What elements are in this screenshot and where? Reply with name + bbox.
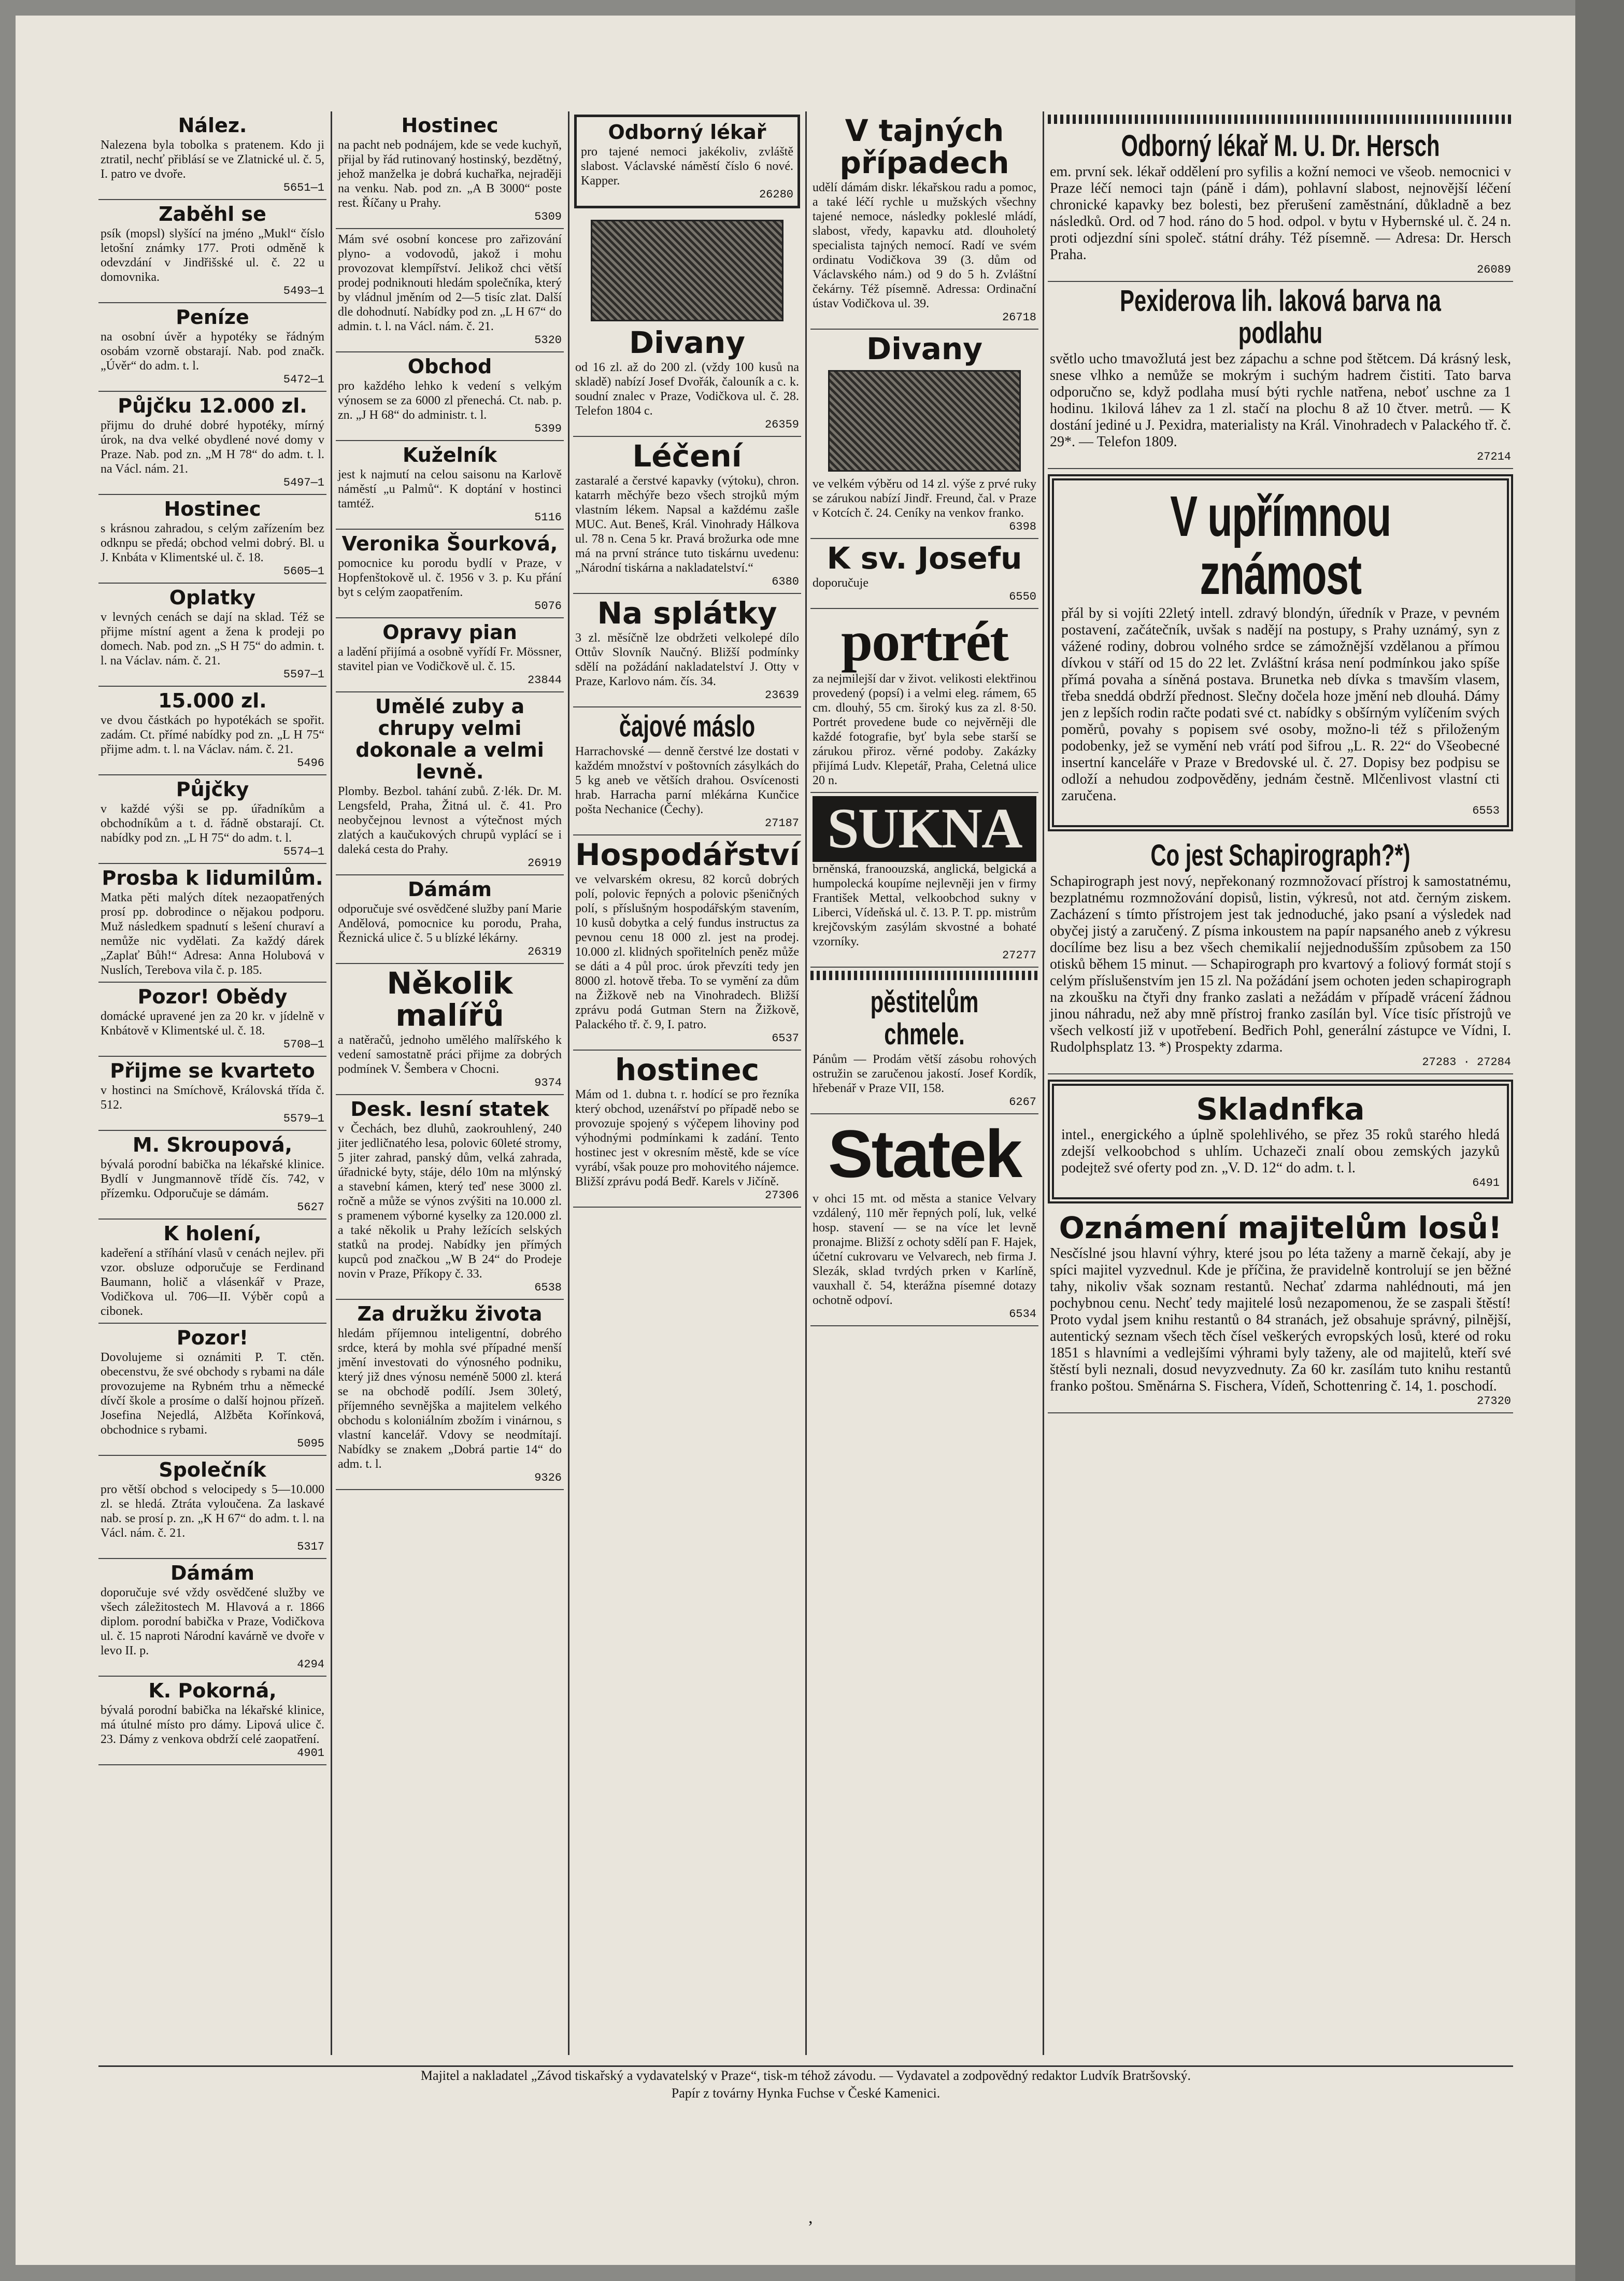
ad-body: pomocnice ku porodu bydlí v Praze, v Hopfenštokově ul. č. 1956 v 3. p. Ku přání byt s celým zaopatřením. [338, 557, 562, 599]
ad-number: 5579—1 [283, 1112, 324, 1125]
ad-heading: Přijme se kvarteto [110, 1059, 315, 1082]
ad-inn-lease [336, 111, 564, 229]
imprint-publisher: Majitel a nakladatel „Závod tiskařský a vydavatelský v Praze“, tisk‑m téhož závodu. — Vydavatel a zodpovědný redaktor Ludvík Bratršovský. [420, 2068, 1191, 2083]
ad-number: 6267 [1009, 1096, 1036, 1109]
ad-doctor-hersch [1048, 127, 1513, 282]
ad-fish [98, 1324, 326, 1456]
ad-forest-estate [336, 1095, 564, 1300]
ad-ladies-hlavova [98, 1559, 326, 1677]
ad-number: 5496 [297, 757, 324, 770]
ad-midwife-skroupova [98, 1131, 326, 1220]
ad-body: odporučuje své osvědčené služby paní Marie Andělová, pomocnice ku porodu, Praha, Řeznická ulice č. 5 u blízké lékárny. [338, 902, 562, 945]
ad-painters [336, 964, 564, 1095]
ad-found [98, 111, 326, 200]
ad-heading: Odborný lékař [608, 121, 766, 144]
ad-body: Schapirograph jest nový, nepřekonaný rozmnožovací přístroj k samostatnému, bezplatnému rozmnožování dopisů, listin, výkresů, not atd. černým ziskem. Zacházení s tímto přístrojem jest tak jednoduché, jako psaní a výsledek nad obyčej jistý a zaručený. Z písma inkoustem na papír napsaného aneb z výkresu docílíme bez lisu a bez všech chemikalií nejjednodušším způsobem za 150 otisků během 15 minut. — Schapirograph pro kvartový a foliový formát stojí s celým příslušenstvím jen 15 zl. Na požádání jsem ochoten jeden schapirograph na zkoušku na čtyři dny franko zaslati a nežádám v případě vrácení žádnou jinou náhradu, než aby mně přístroj franko zasílán byl. Více tisíc přístrojů ve všech velkostí již v upotřebení. Bedřich Pohl, generální zástupce ve Vídni, I. Rudolphsplatz 13. *) Prospekty zdarma. [1050, 873, 1511, 1055]
ad-schapirograph [1048, 837, 1513, 1074]
ad-body: kadeření a stříhání vlasů v cenách nejlev. při vzor. obsluze odporučuje se Ferdinand Baumann, holič a vlásenkář v Praze, Vodičkova ul. 706—II. Výběr copů a cibonek. [101, 1246, 324, 1318]
column-4 [810, 111, 1038, 2055]
scan-edge [1575, 0, 1624, 2281]
ad-number: 5116 [534, 511, 562, 524]
ad-body: a natěračů, jednoho umělého malířského k vedení samostatně práci přijme za dobrých podmínek V. Šembera v Chocni. [338, 1033, 562, 1076]
ad-loan [98, 392, 326, 495]
ad-heading: Umělé zuby a chrupy velmi dokonale a velmi levně. [355, 695, 544, 783]
ad-body: od 16 zl. až do 200 zl. (vždy 100 kusů na skladě) nabízí Josef Dvořák, čalouník a c. k. soudní znalec v Praze, Vodičkova ul. č. 28. Telefon 1804 c. [575, 361, 799, 418]
ad-number: 5497—1 [283, 476, 324, 489]
ad-heading: SUKNA [827, 797, 1022, 860]
ad-body: brněnská, franoouzská, anglická, belgická a humpolecká koupíme nejlevněji jen v firmy František Mettal, velkoobchod sukny v Liberci, Vídeňská ul. č. 13. P. T. pp. mistrům krejčovským zasýlám skvostné a bohaté vzorníky. [813, 862, 1036, 948]
ad-number: 23639 [764, 689, 799, 702]
ad-body: Dovolujeme si oznámiti P. T. ctěn. obecenstvu, že své obchody s rybami na dále provozujeme na Rybném trhu a německé dívčí škole a prosíme o další hojnou přízeň. Josefina Nejedlá, Alžběta Kořínková, obchodnice s rybami. [101, 1351, 324, 1437]
ad-acquaintance [1048, 474, 1513, 831]
ad-15000 [98, 687, 326, 775]
ad-cloth [810, 793, 1038, 968]
column-rule [331, 111, 332, 2055]
ad-heading: Dámám [407, 878, 492, 901]
ad-st-joseph [810, 539, 1038, 609]
ad-heading: čajové máslo [619, 710, 756, 743]
ad-number: 9326 [534, 1471, 562, 1484]
ad-warehouse-clerk [1048, 1080, 1513, 1203]
ad-number: 6537 [772, 1032, 799, 1045]
sofa-illustration [591, 220, 783, 321]
ad-heading: Prosba k lidumilům. [102, 867, 323, 889]
ad-body: světlo ucho tmavožlutá jest bez zápachu a schne pod štětcem. Dá krásný lesk, snese vlhko a nemůže se mokrým i suchým hadrem čistiti. Tato barva odporučno se, když podlaha musí býti rychle natřena, neboť uschne za 1 hodinu. 1kilová láhev za 1 zl. stačí na plochu 8 až 10 čtver. metrů. — K dostání jediné u J. Pexidra, materialisty na Král. Vinohradech v Palackého tř. č. 29*. — Telefon 1809. [1050, 351, 1511, 450]
ad-heading: Nález. [178, 114, 247, 137]
ad-number: 27214 [1476, 450, 1511, 463]
ad-heading: Obchod [407, 355, 492, 378]
ad-hop-growers [810, 983, 1038, 1114]
ad-number: 9374 [534, 1076, 562, 1089]
ad-heading: Divany [866, 331, 983, 366]
ad-heading: Desk. lesní statek [350, 1098, 549, 1121]
ad-farm [573, 835, 801, 1051]
imprint-footer [98, 2065, 1513, 2114]
ad-number: 4294 [297, 1658, 324, 1671]
ad-partner-plumbing [336, 229, 564, 352]
ad-number: 26359 [764, 418, 799, 431]
ad-heading: Kuželník [402, 444, 497, 466]
ad-body: pro tajené nemoci jakékoliv, zvláště slabost. Václavské náměstí číslo 6 nové. Kapper. [581, 145, 793, 188]
ad-body: pro větší obchod s velocipedy s 5—10.000 zl. se hledá. Ztráta vyloučena. Za laskavé nab. se prosí p. zn. „K H 67“ do adm. t. l. na Václ. nám. č. 21. [101, 1483, 324, 1540]
ad-heading: hostinec [615, 1052, 760, 1087]
ad-tea-butter [573, 707, 801, 835]
ad-heading: Hostinec [164, 498, 261, 520]
ad-heading: Půjčky [176, 778, 249, 801]
ad-heading: 15.000 zl. [158, 689, 267, 712]
ad-pokorna [98, 1677, 326, 1765]
column-rule [1043, 111, 1044, 2055]
ad-business [336, 352, 564, 441]
ad-heading: K. Pokorná, [148, 1679, 277, 1702]
ad-body: pro každého lehko k vedení s velkým výnosem se za 6000 zl přenechá. Ct. nab. p. zn. „J H 68“ do administr. t. l. [338, 379, 562, 422]
ad-heading: Dámám [170, 1562, 255, 1584]
ad-body: za nejmilejší dar v život. velikosti elektřinou provedený (popsí) i a velmi eleg. rámem, 65 cm. dlouhý, 55 cm. široký kus za zl. 8·50. Portrét provedene bude co nejvěrněji dle každé fotografie, byť byla sebe starší se zárukou přiroz. věrné podoby. Zakázky přijímá Ludv. Klepetář, Praha, Celetná ulice 20 n. [813, 672, 1036, 787]
ad-body: em. první sek. lékař oddělení pro syfilis a kožní nemoci ve všeob. nemocnici v Praze léčí nemoci tajn (páně i dám), pohlavní slabost, nejnovější léčení chronické kapavky bez bolesti, bez přerušení zaměstnání, důkladně a bez následků. Ord. od 7 hod. ráno do 5 hod. odpol. v bytu v Hybernské ul. č. 24 n. proti odjezdní síni společ. státní dráhy. Též písemně. — Adresa: Dr. Hersch Praha. [1050, 164, 1511, 263]
ad-body: ve velvarském okresu, 82 korců dobrých polí, polovic řepných a polovic pšeničných polí, s příslušným hospodářským stavením, 10 kusů dobytka a celý fundus instructus za pevnou cenu 18 000 zl. jest na prodej. 10.000 zl. klidných spořitelních peněz může se dáti a 4 půl proc. úrok převzíti tedy jen 8000 zl. hotově třeba. To se vymění za dům na Žižkově neb na Vinohradech. Bližší zprávu podá Gutman Stern na Žižkově, Palackého tř. č. 9, I. patro. [575, 873, 799, 1031]
ornamental-divider [1048, 115, 1513, 124]
column-1 [98, 111, 326, 2055]
ad-loans [98, 775, 326, 864]
ad-body: 3 zl. měsíčně lze obdržeti velkolepé dílo Ottův Slovník Naučný. Bližší podmínky sdělí na požádání nakladatelství J. Otty v Praze, Karlovo nám. čís. 34. [575, 631, 799, 688]
column-2 [336, 111, 564, 2055]
ad-number: 5309 [534, 210, 562, 223]
ad-body: Nesčíslné jsou hlavní výhry, které jsou po léta taženy a marně čekají, aby je spíci majitel vyzvednul. Kde je příčina, že pravidelně kontrolují se jen běžné tahy, nikoliv však soznam restantů. Nechať zdarma nahlédnouti, má jen pochybnou cenu. Nechť tedy majitelé losů nezapomenou, že se zaspali štěstí! Proto vydal jsem knihu restantů o 84 stranách, jež obsahuje správný, pilnější, autentický seznam všech těch čísel veškerých evropských losů, které od roku 1851 s hlavními a vedlejšími výhrami byly taženy, ale od majitelů, kteří své štěstí byli neznali, dosud nevyzvednuty. Za 60 kr. zasílám tuto knihu restantů franko poštou. Směnárna S. Fischera, Vídeň, Schottenring č. 14, 1. poschodí. [1050, 1245, 1511, 1394]
ad-body: s krásnou zahradou, s celým zařízením bez odknpu se předá; obchod velmi dobrý. Bl. u J. Knbáta v Klimentské ul. č. 18. [101, 522, 324, 564]
ad-sofas-freund [810, 330, 1038, 539]
ad-body: přijmu do druhé dobré hypotéky, mírný úrok, na dva velké obydlené nové domy v Praze. Nab. pod zn. „M H 78“ do adm. t. l. na Václ. nám. 21. [101, 419, 324, 476]
ad-dentures [336, 692, 564, 875]
ad-number: 6550 [1009, 590, 1036, 603]
ad-body: Mám od 1. dubna t. r. hodící se pro řezníka který obchod, uzenářství po případě nebo se provozuje spojený s výčepem lihoviny pod výhodnými podmínkami k zadání. Tento hostinec jest v okresním městě, kde se více vyrábí, však pouze pro mohovitého nájemce. Bližší zprávu podá Bedř. Karels v Jičíně. [575, 1088, 799, 1188]
ad-heading: Několik malířů [387, 966, 513, 1033]
ad-body: na osobní úvěr a hypotéky se řádným osobám vzorně obstarají. Nab. pod značk. „Úvěr“ do adm. t. l. [101, 330, 324, 373]
ad-number: 4901 [297, 1747, 324, 1760]
ad-heading: Statek [828, 1116, 1021, 1192]
ad-heading: Divany [629, 325, 746, 360]
ad-heading: Pexiderova lih. laková barva na podlahu [1120, 284, 1441, 350]
ad-body: na pacht neb podnájem, kde se vede kuchyň, přijal by řád rutinovaný hostinský, bezdětný, jehož manželka je dobrá kuchařka, nejraději na venku. Nab. pod zn. „A B 3000“ poste rest. Říčany u Prahy. [338, 138, 562, 210]
ad-lunches [98, 983, 326, 1057]
ad-heading: Pozor! Obědy [137, 985, 288, 1008]
ad-number: 27277 [1002, 949, 1036, 962]
ad-heading: V upřímnou známost [1170, 485, 1391, 606]
ad-number: 6380 [772, 575, 799, 588]
ad-heading: V tajných případech [839, 113, 1009, 180]
ad-money [98, 303, 326, 392]
advertisement-columns [98, 111, 1513, 2055]
ad-heading: K sv. Josefu [827, 541, 1022, 576]
ad-body: ve dvou částkách po hypotékách se spořit. zadám. Ct. přímé nabídky pod zn. „L H 75“ přijme adm. t. l. na Václav. nám. č. 21. [101, 714, 324, 756]
ad-body: Plomby. Bezbol. tahání zubů. Z·lék. Dr. M. Lengsfeld, Praha, Žitná ul. č. 41. Pro neobyčejnou levnost a výtečnost mých zlatých a kaučukových chrupů vyplácí se i daleká cesta do Prahy. [338, 785, 562, 856]
ad-pexider-paint [1048, 282, 1513, 469]
ad-sofas-dvorak [573, 211, 801, 437]
ad-number: 6534 [1009, 1308, 1036, 1321]
ad-number: 5317 [297, 1540, 324, 1553]
ad-number: 5597—1 [283, 668, 324, 681]
ad-heading: portrét [841, 610, 1008, 673]
ad-heading: K holení, [163, 1222, 262, 1245]
ad-heading: Oplatky [169, 586, 256, 609]
ad-heading: Za družku života [357, 1302, 543, 1325]
ad-lost-dog [98, 200, 326, 303]
ad-number: 5574—1 [283, 845, 324, 858]
ad-number: 6491 [1472, 1177, 1500, 1189]
ad-number: 27187 [764, 817, 799, 830]
ad-body: jest k najmutí na celou saisonu na Karlově náměstí „u Palmů“. K doptání v hostinci tamtéž. [338, 468, 562, 511]
ad-number: 6398 [1009, 520, 1036, 533]
ad-body: Mám své osobní koncese pro zařizování plyno- a vodovodů, jakož i mohu provozovat klempířství. Jelikož chci větší prodej podniknouti hledám společníka, který by vládnul jměním od 2—5 tisíc zlat. Další dle dohodnutí. Nabídky pod zn. „L H 67“ do admin. t. l. na Václ. nám. č. 21. [338, 233, 562, 333]
imprint-paper: Papír z továrny Hynka Fuchse v České Kamenici. [671, 2086, 941, 2101]
ad-barber [98, 1220, 326, 1324]
ad-heading: Hostinec [401, 114, 498, 137]
ad-body: intel., energického a úplně spolehlivého, se přez 35 roků starého hledá zdejší velkoobchod s uhlím. Uchazeči znalí obou zemských jazyků podejtež své oferty pod zn. „V. D. 12“ do adm. t. l. [1061, 1127, 1500, 1176]
ad-heading: M. Skroupová, [132, 1134, 293, 1156]
ad-sourkova [336, 530, 564, 618]
ad-number: 5472—1 [283, 373, 324, 386]
ad-body: v ohci 15 mt. od města a stanice Velvary vzdálený, 110 měr řepných polí, luk, velké hosp. stavení — se na více let levně pronajme. Bližší z ochoty sdělí pan F. Hajek, účetní cukrovaru ve Velvarech, neb firma J. Slezák, sklad tvrdých prken v Karlíně, vauxhall č. 54, kterážna písemné dotazy ochotně odpoví. [813, 1192, 1036, 1307]
page-mark: , [808, 2208, 813, 2227]
ad-number: 5095 [297, 1437, 324, 1450]
ad-heading: Společník [159, 1458, 266, 1481]
column-3 [573, 111, 801, 2055]
ad-number: 5320 [534, 334, 562, 347]
cloth-banner [813, 796, 1036, 862]
column-5 [1048, 111, 1513, 2055]
ad-body: doporučuje své vždy osvědčené služby ve všech záležitostech M. Hlavová a r. 1866 diplom. porodní babička v Praze, Vodičkova ul. č. 15 naproti Národní kavárně ve dvoře v levo II. p. [101, 1586, 324, 1657]
ad-plea [98, 864, 326, 983]
ad-heading: Odborný lékař M. U. Dr. Hersch [1121, 129, 1440, 163]
ad-portrait [810, 609, 1038, 793]
ad-body: zastaralé a čerstvé kapavky (výtoku), chron. katarrh měchýře bezo všech strojků mým vlastním lékem. Napsal a každému zašle MUC. Aut. Beneš, Král. Vinohrady Hálkova ul. 78 n. Cena 5 kr. Pravá brožurka ode mne má na první stránce tuto tiskárnu uvedenu: „Národní tiskárna a nakladatelství.“ [575, 474, 799, 575]
ad-heading: Léčení [632, 438, 742, 474]
ad-number: 5605—1 [283, 565, 324, 578]
ad-body: doporučuje [813, 576, 868, 590]
ad-number: 26919 [527, 857, 562, 870]
ad-partner-bicycles [98, 1456, 326, 1559]
ad-bowling [336, 441, 564, 530]
ad-lottery-notice [1048, 1209, 1513, 1413]
ad-body: bývalá porodní babička na lékařské klinice. Bydlí v Jungmannově třídě čís. 742, v přízemku. Odporučuje se dámám. [101, 1158, 324, 1200]
ad-estate-velvary [810, 1114, 1038, 1326]
ad-number: 27320 [1476, 1395, 1511, 1408]
ad-body: a ladění přijímá a osobně vyřídí Fr. Mössner, stavitel pian ve Vodičkově ul. č. 15. [338, 645, 562, 673]
ad-number: 5076 [534, 600, 562, 613]
ad-body: Pánům — Prodám větší zásobu rohových ostružin se zaručenou jakostí. Josef Kordík, hřebenář v Praze VII, 158. [813, 1053, 1036, 1095]
ad-heading: Na splátky [597, 596, 777, 631]
column-rule [805, 111, 807, 2055]
ad-number: 27306 [764, 1189, 799, 1202]
ad-body: v každé výši se pp. úřadníkům a obchodníkům a t. d. řádně obstarají. Ct. nabídky pod zn. „L H 75“ do adm. t. l. [101, 802, 324, 845]
ad-body: udělí dámám diskr. lékařskou radu a pomoc, a také léčí rychle u mužských všechny tajené nemoce, následky pokleslé mládí, slabost, vředy, kapavku atd. dlouholetý specialista tajných nemocí. Radí ve svém ordinatu Vodičkova 39 (3. dům od Václavského nám.) od 9 do 5 h. Zvláštní čekárny. Též písemně. Adressa: Ordinační ústav Vodičkova ul. 39. [813, 181, 1036, 310]
ad-body: Nalezena byla tobolka s pratenem. Kdo ji ztratil, nechť přiblásí se ve Zlatnické ul. č. 5, I. patro ve dvoře. [101, 138, 324, 181]
ad-heading: Pozor! [176, 1326, 249, 1349]
ad-body: hledám příjemnou inteligentní, dobrého srdce, která by mohla své případné menší jmění investovati do výnosného podniku, který již dnes výnosu neméně 5000 zl. která se na obchodě podílí. Jsem 30letý, příjemného sevnějška a majitelem velkého obchodu s koloniálním zbožím i vinárnou, s vlastní kancelář. Vdovy se neodmítají. Nabídky se znakem „Dobrá partie 14“ do adm. t. l. [338, 1327, 562, 1471]
ad-number: 27283 · 27284 [1422, 1056, 1511, 1069]
ad-wafers [98, 584, 326, 687]
ad-body: Matka pěti malých dítek nezaopatřených prosí pp. dobrodince o nějakou podporu. Muž následkem spadnutí s lešení churaví a nemůže nic vydělati. Za každý dárek „Zaplať Bůh!“ Adresa: Anna Holubová v Nuslích, Terebova vila č. p. 185. [101, 891, 324, 977]
ad-number: 23844 [527, 674, 562, 687]
ad-body: domácké upravené jen za 20 kr. v jídelně v Knbátově v Klimentské ul. č. 18. [101, 1010, 324, 1038]
ad-body: v levných cenách se dají na sklad. Též se přijme místní agent a žena k prodeji po domech. Nab. pod zn. „S H 75“ do admin. t. l. na Václav. nám. č. 21. [101, 611, 324, 668]
ad-number: 5708—1 [283, 1038, 324, 1051]
ad-body: přál by si vojíti 22letý intell. zdravý blondýn, úředník v Praze, v pevném postavení, začátečník, uvšak s nadějí na postupy, s Prahy uznámý, syn z vážené rodiny, dobrou volného srdce se zámožnější vzdělanou a přímou dívkou v stáří od 15 do 22 let. Zvláštní krása není podmínkou jako spíše přímá povaha a síněná postava. Brunetka neb dívka s tmavším vlasem, třeba sneddá obdrží přednost. Slečny dočela hoze jmění neb dlouhá. Dámy jen z lepších rodin račte podati své ct. nabídky s obšírným vylíčením svých poměrů, povahy s popisem své osoby, možno-li též s přiloženým podobenky, jež se vymění neb vrátí pod šifrou „L. R. 22“ do Všeobecné insertní kanceláře v Praze v Bredovské ul. č. 27. Dopisy bez podpisu se odloží a nehudou zodpověděny, jednám čestně. Mlčenlivost vlastní cti zaručena. [1061, 605, 1500, 804]
ad-life-partner [336, 1300, 564, 1490]
ad-quartet [98, 1057, 326, 1131]
ad-ladies-andelova [336, 875, 564, 964]
ad-heading: Peníze [176, 306, 249, 329]
sofa-illustration [828, 370, 1021, 472]
ad-number: 26319 [527, 945, 562, 958]
ad-heading: Hospodářství [575, 837, 800, 872]
ad-number: 5627 [297, 1201, 324, 1214]
ad-body: v Čechách, bez dluhů, zaokrouhlený, 240 jiter jedličnatého lesa, polovic 60leté stromy, 5 jiter zahrad, panský dům, velká zahrada, úřadnické byty, stáje, délo 10m na mlýnský a stavební kámen, který teď nese 3000 zl. ročně a může se výnos zvýšiti na 10.000 zl. s pramenem výborné kyselky za 120.000 zl. a také několik u Prahy ležících selských statků na prodej. Nabídky jen přímých kupců pod značkou „W B 24“ do Prodeje novin v Praze, Příkopy č. 33. [338, 1122, 562, 1281]
ad-heading: Půjčku 12.000 zl. [118, 394, 307, 417]
ad-inn-garden [98, 495, 326, 584]
ad-number: 26718 [1002, 311, 1036, 324]
ad-body: psík (mopsl) slyšící na jméno „Mukl“ číslo letošní známky 177. Proti odměně k odevzdání v Jindřišské ul. č. 22 u domovnika. [101, 227, 324, 284]
ad-number: 5399 [534, 422, 562, 435]
ad-heading: pěstitelům chmele. [870, 985, 979, 1051]
ad-piano-repair [336, 618, 564, 692]
ad-heading: Oznámení majitelům losů! [1059, 1210, 1502, 1245]
ad-body: bývalá porodní babička na lékařské klinice, má útulné místo pro dámy. Lipová ulice č. 23. Dámy z venkova obdrží celé zaopatření. [101, 1704, 324, 1746]
ad-number: 26280 [759, 188, 793, 201]
ad-installments [573, 594, 801, 707]
ad-doctor-kapper [574, 115, 800, 208]
ad-heading: Co jest Schapirograph?*) [1150, 839, 1411, 872]
ad-tavern [573, 1051, 801, 1208]
ad-number: 5493—1 [283, 285, 324, 297]
ad-number: 6538 [534, 1281, 562, 1294]
column-rule [568, 111, 569, 2055]
ad-body: ve velkém výběru od 14 zl. výše z prvé ruky se zárukou nabízí Jindř. Freund, čal. v Praze v Kotcích č. 24. Ceníky na venkov franko. [813, 477, 1036, 520]
ad-secret-cases [810, 111, 1038, 330]
ornamental-divider [810, 971, 1038, 980]
ad-heading: Skladnfka [1196, 1092, 1365, 1127]
ad-heading: Zaběhl se [159, 203, 266, 225]
ad-number: 26089 [1476, 263, 1511, 276]
ad-treatment [573, 437, 801, 594]
ad-heading: Veronika Šourková, [341, 532, 558, 555]
ad-body: Harrachovské — denně čerstvé lze dostati v každém množství v poštovních zásylkách do 5 kg aneb ve větších drahou. Osvícenosti hrab. Harracha parní mlékárna Kunčice pošta Nechanice (Čechy). [575, 745, 799, 816]
ad-body: v hostinci na Smíchově, Královská třída č. 512. [101, 1084, 324, 1112]
ad-number: 5651—1 [283, 181, 324, 194]
ad-number: 6553 [1472, 804, 1500, 817]
ad-heading: Opravy pian [382, 621, 517, 644]
